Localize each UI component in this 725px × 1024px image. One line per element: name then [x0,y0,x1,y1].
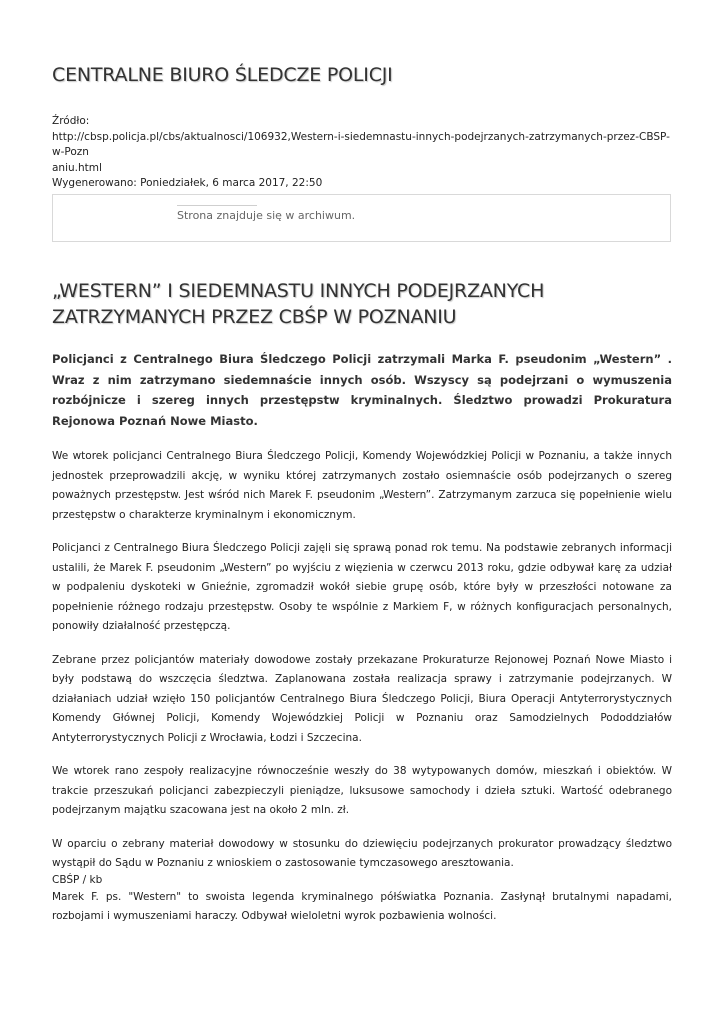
article-paragraph: Zebrane przez policjantów materiały dowodowe zostały przekazane Prokuraturze Rejonowej Poznań Nowe Miasto i były podstawą do wszczęcia śledztwa. Zaplanowana została realizacja sprawy i zatrzymanie podejrzanych. W działaniach udział wzięło 150 policjantów Centralnego Biura Śledczego Policji, Biura Operacji Antyterrorystycznych Komendy Głównej Policji, Komendy Wojewódzkiej Policji w Poznaniu oraz Samodzielnych Pododdziałów Antyterrorystycznych Policji z Wrocławia, Łodzi i Szczecina. [52,653,672,744]
article-paragraph: W oparciu o zebrany materiał dowodowy w stosunku do dziewięciu podejrzanych prokurator prowadzący śledztwo wystąpił do Sądu w Poznaniu z wnioskiem o zastosowanie tymczasowego aresztowania. [52,837,672,869]
generated-date: Wygenerowano: Poniedziałek, 6 marca 2017, 22:50 [52,177,323,189]
site-title: CENTRALNE BIURO ŚLEDCZE POLICJI [52,64,393,86]
source-url[interactable] [52,130,677,177]
archive-divider [177,205,257,206]
archive-notice: Strona znajduje się w archiwum. [177,209,356,222]
article-paragraph: We wtorek policjanci Centralnego Biura Śledczego Policji, Komendy Wojewódzkiej Policji w Poznaniu, a także innych jednostek przeprowadzili akcję, w wyniku której zatrzymanych zostało osiemnaście osób podejrzanych o szereg poważnych przestępstw. Jest wśród nich Marek F. pseudonim „Western”. Zatrzymanym zarzuca się popełnienie wielu przestępstw o charakterze kryminalnym i ekonomicznym. [52,450,672,521]
archive-notice-box [52,194,671,242]
article-paragraph: Policjanci z Centralnego Biura Śledczego Policji zajęli się sprawą ponad rok temu. Na podstawie zebranych informacji ustalili, że Marek F. pseudonim „Western” po wyjściu z więzienia w czerwcu 2013 roku, gdzie odbywał karę za udział w podpaleniu dyskoteki w Gnieźnie, zgromadził wokół siebie grupę osób, które były w przeszłości notowane za popełnienie różnego rodzaju przestępstw. Osoby te wspólnie z Markiem F, w różnych konfiguracjach personalnych, ponowiły działalność przestępczą. [52,542,672,632]
source-label: Źródło: [52,115,90,127]
article-title [52,278,682,330]
article-body [52,447,672,941]
source-url-line2[interactable]: aniu.html [52,161,102,174]
article-title-line1: „WESTERN” I SIEDEMNASTU INNYCH PODEJRZANYCH [52,280,545,302]
article-lead: Policjanci z Centralnego Biura Śledczego Policji zatrzymali Marka F. pseudonim „Western” . Wraz z nim zatrzymano siedemnaście innych osób. Wszyscy są podejrzani o wymuszenia rozbójnicze i szereg innych przestępstw kryminalnych. Śledztwo prowadzi Prokuratura Rejonowa Poznań Nowe Miasto. [52,352,672,428]
article-title-line2: ZATRZYMANYCH PRZEZ CBŚP W POZNANIU [52,306,457,328]
source-url-line1[interactable]: http://cbsp.policja.pl/cbs/aktualnosci/106932,Western-i-siedemnastu-innych-podejrzanych-zatrzymanych-przez-CBSP-w-Pozn [52,130,670,158]
article-signature: CBŚP / kb [52,874,103,886]
source-info [52,114,677,192]
article-paragraph: We wtorek rano zespoły realizacyjne równocześnie weszły do 38 wytypowanych domów, mieszkań i obiektów. W trakcie przeszukań policjanci zabezpieczyli pieniądze, luksusowe samochody i dzieła sztuki. Wartość odebranego podejrzanym majątku szacowana jest na około 2 mln. zł. [52,765,672,816]
article-paragraph: Marek F. ps. "Western" to swoista legenda kryminalnego półświatka Poznania. Zasłynął brutalnymi napadami, rozbojami i wymuszeniami haraczy. Odbywał wieloletni wyrok pozbawienia wolności. [52,890,672,922]
